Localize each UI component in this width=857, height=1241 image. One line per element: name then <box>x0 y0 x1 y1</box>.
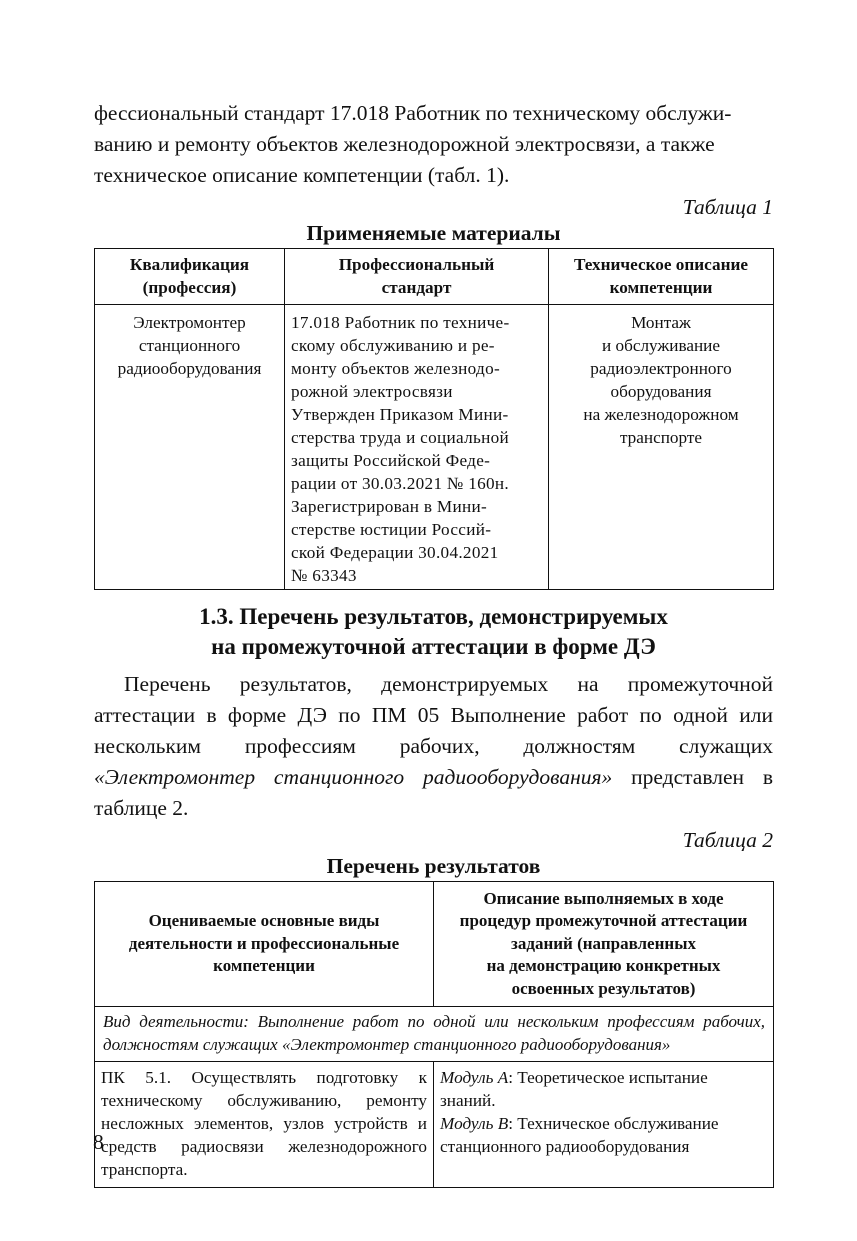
table2-number: Таблица 2 <box>682 828 773 852</box>
section-heading-line: на промежуточной аттестации в форме ДЭ <box>211 634 656 659</box>
intro-line: фессиональный стандарт 17.018 Работник по техническому обслужи- <box>94 101 732 125</box>
header-competence: Техническое описание компетенции <box>549 249 774 305</box>
cell-competence-pk51: ПК 5.1. Осуществлять подготовку к техническому обслуживанию, ремонту несложных элементов, узлов устройств и средств радиосвязи железнодорожного транспорта. <box>95 1062 434 1188</box>
cell-standard: 17.018 Работник по техниче- скому обслуживанию и ре- монту объектов железнодо- рожной электросвязи Утвержден Приказом Мини- стерства труда и социальной защиты Российской Феде- рации от 30.03.2021 № 160н. Зарегистрирован в Мини- стерстве юстиции Россий- ской Федерации 30.04.2021 № 63343 <box>285 305 549 590</box>
table-row <box>95 1007 774 1062</box>
header-qualification: Квалификация (профессия) <box>95 249 285 305</box>
results-table <box>94 881 774 1188</box>
header-activities: Оцениваемые основные виды деятельности и профессиональные компетенции <box>95 882 434 1007</box>
section-heading-line: 1.3. Перечень результатов, демонстрируемых <box>199 604 668 629</box>
intro-paragraph <box>94 98 773 191</box>
module-b: Модуль В: Техническое обслуживание станционного радиооборудования <box>440 1114 719 1156</box>
intro-line: ванию и ремонту объектов железнодорожной электросвязи, а также <box>94 132 715 156</box>
table-row <box>95 305 774 590</box>
cell-qualification: Электромонтер станционного радиооборудования <box>95 305 285 590</box>
section-heading <box>94 602 773 662</box>
table1-title: Применяемые материалы <box>306 221 561 245</box>
table-header-row <box>95 882 774 1007</box>
cell-competence: Монтаж и обслуживание радиоэлектронного оборудования на железнодорожном транспорте <box>549 305 774 590</box>
table-row <box>95 1062 774 1188</box>
table-header-row <box>95 249 774 305</box>
table2-title: Перечень результатов <box>326 854 541 878</box>
table1-number: Таблица 1 <box>682 195 773 219</box>
page-content <box>94 98 773 1188</box>
intro-line: техническое описание компетенции (табл. 1). <box>94 163 510 187</box>
header-description: Описание выполняемых в ходе процедур промежуточной аттестации заданий (направленных на демонстрацию конкретных освоенных результатов) <box>434 882 774 1007</box>
module-a: Модуль А: Теоретическое испытание знаний. <box>440 1068 708 1110</box>
cell-modules <box>434 1062 774 1188</box>
section-paragraph: Перечень результатов, демонстрируемых на промежуточной аттестации в форме ДЭ по ПМ 05 Выполнение работ по одной или нескольким профессиям рабочих, должностям служащих «Электромонтер станционного радиооборудования» представлен в таблице 2. <box>94 672 773 820</box>
materials-table <box>94 248 774 590</box>
activity-row: Вид деятельности: Выполнение работ по одной или нескольким профессиям рабочих, должностям служащих «Электромонтер станционного радиооборудования» <box>95 1007 774 1062</box>
page-number: 8 <box>93 1130 104 1154</box>
italic-profession: «Электромонтер станционного радиооборудования» <box>94 765 613 789</box>
header-standard: Профессиональный стандарт <box>285 249 549 305</box>
